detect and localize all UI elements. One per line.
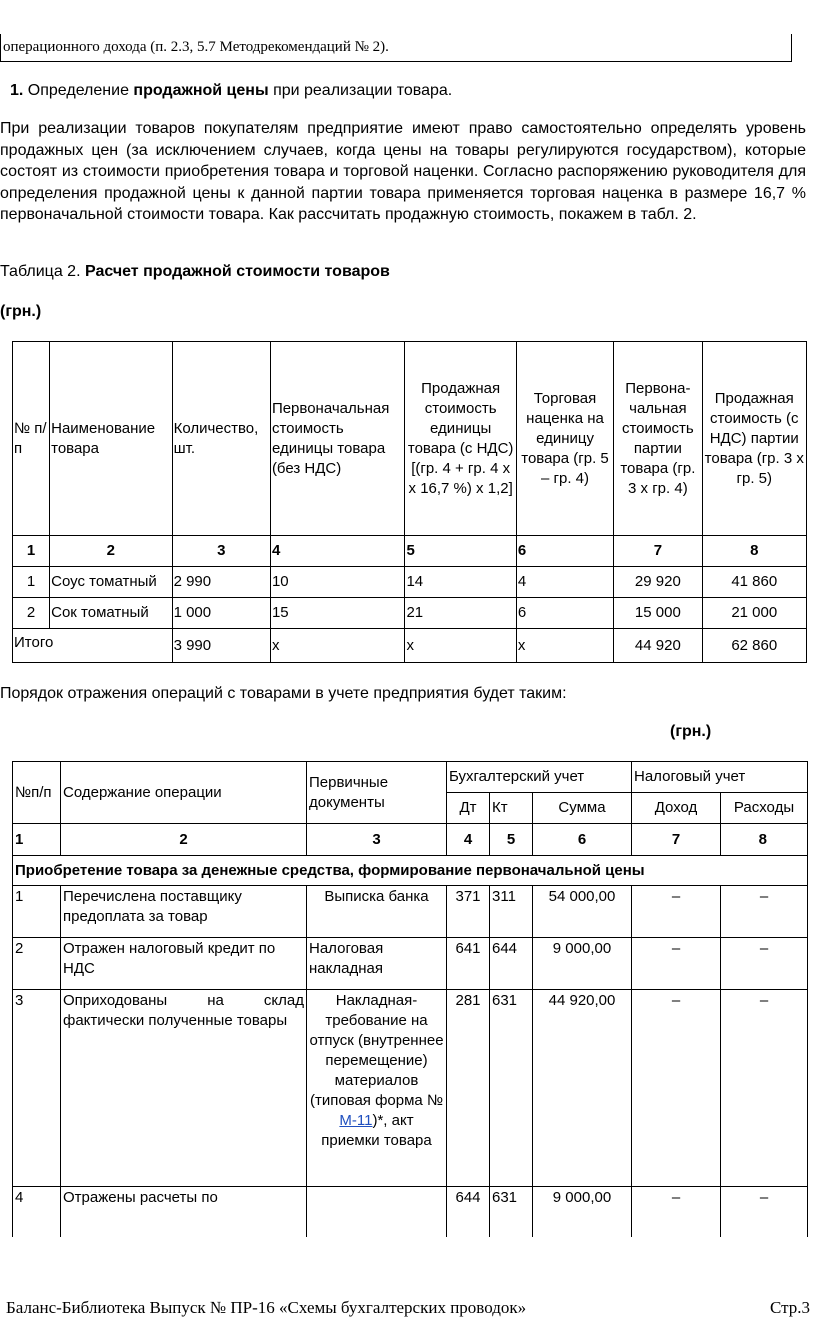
column-number: 5 (405, 536, 516, 567)
header-cell: Количество, шт. (172, 342, 270, 536)
total-batch-cost: 44 920 (614, 629, 702, 663)
column-number: 3 (172, 536, 270, 567)
column-number: 7 (614, 536, 702, 567)
total-cell: x (270, 629, 405, 663)
cell-markup: 6 (516, 598, 613, 629)
table3-column-numbers (13, 824, 808, 856)
section-title: Приобретение товара за денежные средства, формирование первоначальной цены (13, 856, 808, 886)
section-heading (10, 80, 452, 102)
header-content: Содержание операции (61, 762, 307, 824)
cell-number: 2 (13, 598, 50, 629)
cell-unit-cost: 10 (270, 567, 405, 598)
op-expenses: – (721, 938, 808, 990)
cell-batch-cost: 15 000 (614, 598, 702, 629)
column-number: 4 (270, 536, 405, 567)
operations-intro: Порядок отражения операций с товарами в учете предприятия будет таким: (0, 685, 567, 702)
column-number: 2 (61, 824, 307, 856)
header-cell: Продажная стоимость (с НДС) партии товара (гр. 3 х гр. 5) (702, 342, 806, 536)
table-caption-prefix: Таблица 2. (0, 263, 81, 280)
column-number: 7 (632, 824, 721, 856)
cell-quantity: 2 990 (172, 567, 270, 598)
op-document (307, 990, 447, 1187)
op-sum: 9 000,00 (533, 1187, 632, 1237)
table-row (13, 1187, 808, 1237)
op-kt: 644 (490, 938, 533, 990)
header-income: Доход (632, 793, 721, 824)
column-number: 6 (516, 536, 613, 567)
op-document: Выписка банка (307, 886, 447, 938)
previous-page-fragment (0, 34, 792, 62)
op-sum: 9 000,00 (533, 938, 632, 990)
op-content: Отражен налоговый кредит по НДС (61, 938, 307, 990)
header-tax: Налоговый учет (632, 762, 808, 793)
footer-page-number: Стр.3 (769, 1298, 810, 1317)
table2-column-numbers (13, 536, 807, 567)
op-kt: 631 (490, 990, 533, 1187)
header-cell: Торговая наценка на единицу товара (гр. 5 – гр. 4) (516, 342, 613, 536)
op-sum: 44 920,00 (533, 990, 632, 1187)
table2-unit: (грн.) (0, 303, 42, 320)
op-income: – (632, 938, 721, 990)
column-number: 4 (447, 824, 490, 856)
header-dt: Дт (447, 793, 490, 824)
op-dt: 371 (447, 886, 490, 938)
column-number: 1 (13, 824, 61, 856)
op-income: – (632, 886, 721, 938)
column-number: 1 (13, 536, 50, 567)
op-document: Налоговая накладная (307, 938, 447, 990)
header-cell: Продажная стоимость единицы товара (с НДС) [(гр. 4 + гр. 4 х х 16,7 %) х 1,2] (405, 342, 516, 536)
header-cell: Первоначальная стоимость партии товара (гр. 3 х гр. 4) (614, 342, 702, 536)
op-income: – (632, 1187, 721, 1237)
op-dt: 644 (447, 1187, 490, 1237)
header-cell: № п/п (13, 342, 50, 536)
column-number: 8 (721, 824, 808, 856)
header-cell: Наименование товара (50, 342, 172, 536)
form-m11-link[interactable]: М-11 (339, 1112, 373, 1129)
column-number: 8 (702, 536, 806, 567)
op-kt: 631 (490, 1187, 533, 1237)
table-row (13, 990, 808, 1187)
section-heading-post: при реализации товара. (273, 82, 453, 99)
footer-publication: Баланс-Библиотека Выпуск № ПР-16 «Схемы бухгалтерских проводок» (6, 1298, 527, 1317)
op-kt: 311 (490, 886, 533, 938)
op-expenses: – (721, 886, 808, 938)
op-income: – (632, 990, 721, 1187)
header-cell: Первоначальная стоимость единицы товара (без НДС) (270, 342, 405, 536)
cell-batch-cost: 29 920 (614, 567, 702, 598)
table-row (13, 886, 808, 938)
column-number: 5 (490, 824, 533, 856)
op-number: 2 (13, 938, 61, 990)
table3-unit: (грн.) (670, 723, 712, 740)
op-dt: 641 (447, 938, 490, 990)
op-number: 1 (13, 886, 61, 938)
doc-text-end: )*, акт приемки товара (321, 1112, 432, 1149)
header-num: №п/п (13, 762, 61, 824)
operations-table (12, 761, 808, 1237)
op-document (307, 1187, 447, 1237)
op-expenses: – (721, 1187, 808, 1237)
doc-text: Накладная-требование на отпуск (внутреннее перемещение) материалов (типовая форма № (309, 992, 444, 1109)
intro-paragraph: При реализации товаров покупателям предприятие имеют право самостоятельно определять уровень продажных цен (за исключением случаев, когда цены на товары регулируются государством), которые состоят из стоимости приобретения товара и торговой наценки. Согласно распоряжению руководителя для определения продажной цены к данной партии товара применяется торговая наценка в размере 16,7 % первоначальной стоимости товара. Как рассчитать продажную стоимость, покажем в табл. 2. (0, 120, 806, 223)
section-row (13, 856, 808, 886)
op-dt: 281 (447, 990, 490, 1187)
total-cell: x (516, 629, 613, 663)
table-caption-title: Расчет продажной стоимости товаров (84, 263, 390, 280)
cell-batch-price: 21 000 (702, 598, 806, 629)
op-content: Перечислена поставщику предоплата за товар (61, 886, 307, 938)
total-quantity: 3 990 (172, 629, 270, 663)
table-total-row (13, 629, 807, 663)
price-calculation-table (12, 341, 807, 663)
fragment-text: операционного дохода (п. 2.3, 5.7 Методрекомендаций № 2). (3, 39, 389, 55)
column-number: 2 (50, 536, 172, 567)
table2-header-row (13, 342, 807, 536)
section-number: 1. (10, 82, 24, 99)
op-content: Оприходованы на склад фактически полученные товары (61, 990, 307, 1187)
header-expenses: Расходы (721, 793, 808, 824)
op-content: Отражены расчеты по (61, 1187, 307, 1237)
column-number: 6 (533, 824, 632, 856)
column-number: 3 (307, 824, 447, 856)
cell-number: 1 (13, 567, 50, 598)
cell-unit-cost: 15 (270, 598, 405, 629)
cell-quantity: 1 000 (172, 598, 270, 629)
cell-name: Соус томатный (50, 567, 172, 598)
table-row (13, 567, 807, 598)
cell-unit-price: 21 (405, 598, 516, 629)
cell-markup: 4 (516, 567, 613, 598)
table-row (13, 598, 807, 629)
header-docs: Первичные документы (307, 762, 447, 824)
cell-unit-price: 14 (405, 567, 516, 598)
header-kt: Кт (490, 793, 533, 824)
total-cell: x (405, 629, 516, 663)
op-sum: 54 000,00 (533, 886, 632, 938)
total-batch-price: 62 860 (702, 629, 806, 663)
table-row (13, 938, 808, 990)
op-number: 3 (13, 990, 61, 1187)
table-caption (0, 262, 390, 282)
cell-name: Сок томатный (50, 598, 172, 629)
header-sum: Сумма (533, 793, 632, 824)
total-label: Итого (13, 629, 173, 663)
op-number: 4 (13, 1187, 61, 1237)
table3-header-row (13, 762, 808, 793)
op-expenses: – (721, 990, 808, 1187)
section-heading-bold: продажной цены (133, 82, 269, 99)
cell-batch-price: 41 860 (702, 567, 806, 598)
header-accounting: Бухгалтерский учет (447, 762, 632, 793)
section-heading-pre: Определение (27, 82, 129, 99)
